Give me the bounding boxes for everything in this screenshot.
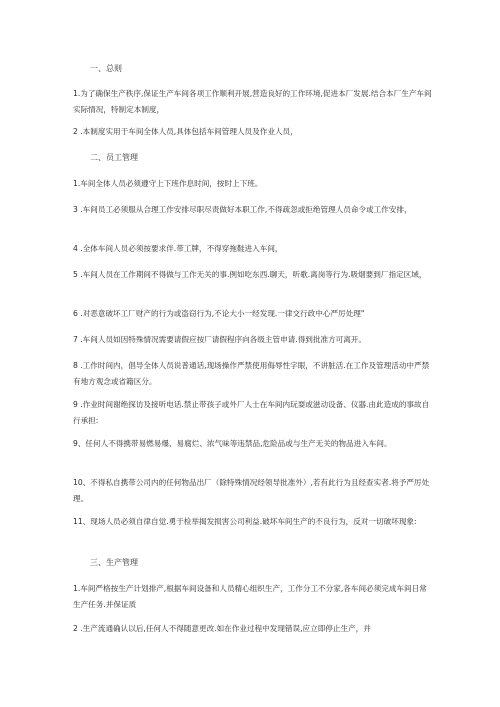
paragraph: 4 .全体车间人员必须按要求伴.带工牌，不得穿拖鞋进入车间， bbox=[73, 244, 283, 253]
paragraph: 1.为了确保生产秩序,保证生产车间各项工作顺利开展,营造良好的工作环境,促进本厂发展.结合本厂生产车间实际情况，特制定本制度， bbox=[73, 89, 432, 114]
paragraph: 6 .对恶意破坏工厂财产的行为或盗窃行为,不论大小一经发现.一律交行政中心严厉处理" bbox=[73, 309, 365, 318]
section-heading-general: 一、总则 bbox=[90, 64, 122, 73]
paragraph: 8 .工作时间内，倡导全体人员说普通话,现场操作严禁使用侮辱性字眼，不讲脏活.在工作及管理活动中严禁有地方观念或省籍区分。 bbox=[73, 361, 430, 386]
paragraph: 1.车间严格按生产计划排产,根据车间设备和人员精心组织生产，工作分工不分家,各车间必须完成车间日常生产任务.并保证质 bbox=[73, 584, 427, 609]
paragraph: 9 .作业时间谢绝探访及接听电话.禁止带孩子或外厂人士在车间内玩耍或滋动设备、仪器.由此造成的事故自行承担: bbox=[73, 400, 430, 425]
section-heading-staff: 二、员工管理 bbox=[90, 153, 138, 162]
paragraph: 2 .生产流通确认以后,任何人不得随意更改.如在作业过程中发现错误,应立即停止生产，并 bbox=[73, 624, 371, 633]
paragraph: 1.车间全体人员必须遵守上下班作息时间，按时上下班。 bbox=[73, 179, 263, 188]
paragraph: 3 .车间员工必须服从合理工作安排尽职尽责做好本职工作,不得疏忽或拒绝管理人员命令或工作安排， bbox=[73, 205, 412, 214]
section-heading-production: 三、生产管理 bbox=[90, 558, 138, 567]
paragraph: 10、不得私自携带公司内的任何物品出厂（除特殊情况经领导批准外）,若有此行为且经查实者.将予严厉处理。 bbox=[73, 478, 430, 503]
paragraph: 7 .车间人员如因特殊情况需要请假应按厂请假程序向各级主管申请.得到批准方可离开。 bbox=[73, 335, 367, 344]
paragraph: 11、现场人员必须自律自觉.勇于检举揭发损害公司利益.破坏车间生产的不良行为，反对一切破坏现象: bbox=[73, 517, 417, 526]
paragraph: 9、任何人不得携带易燃易爆、易腐烂、浓气味等违禁品,危险品或与生产无关的物品进入车间。 bbox=[73, 439, 392, 448]
paragraph: 5 .车间人员在工作期间不得做与工作无关的事.例如吃东西.聊天，听歌.离岗等行为.吸烟要到厂指定区域， bbox=[73, 270, 427, 279]
paragraph: 2 .本制度实用于车间全体人员,具体包括车间管理人员及作业人员， bbox=[73, 127, 298, 136]
